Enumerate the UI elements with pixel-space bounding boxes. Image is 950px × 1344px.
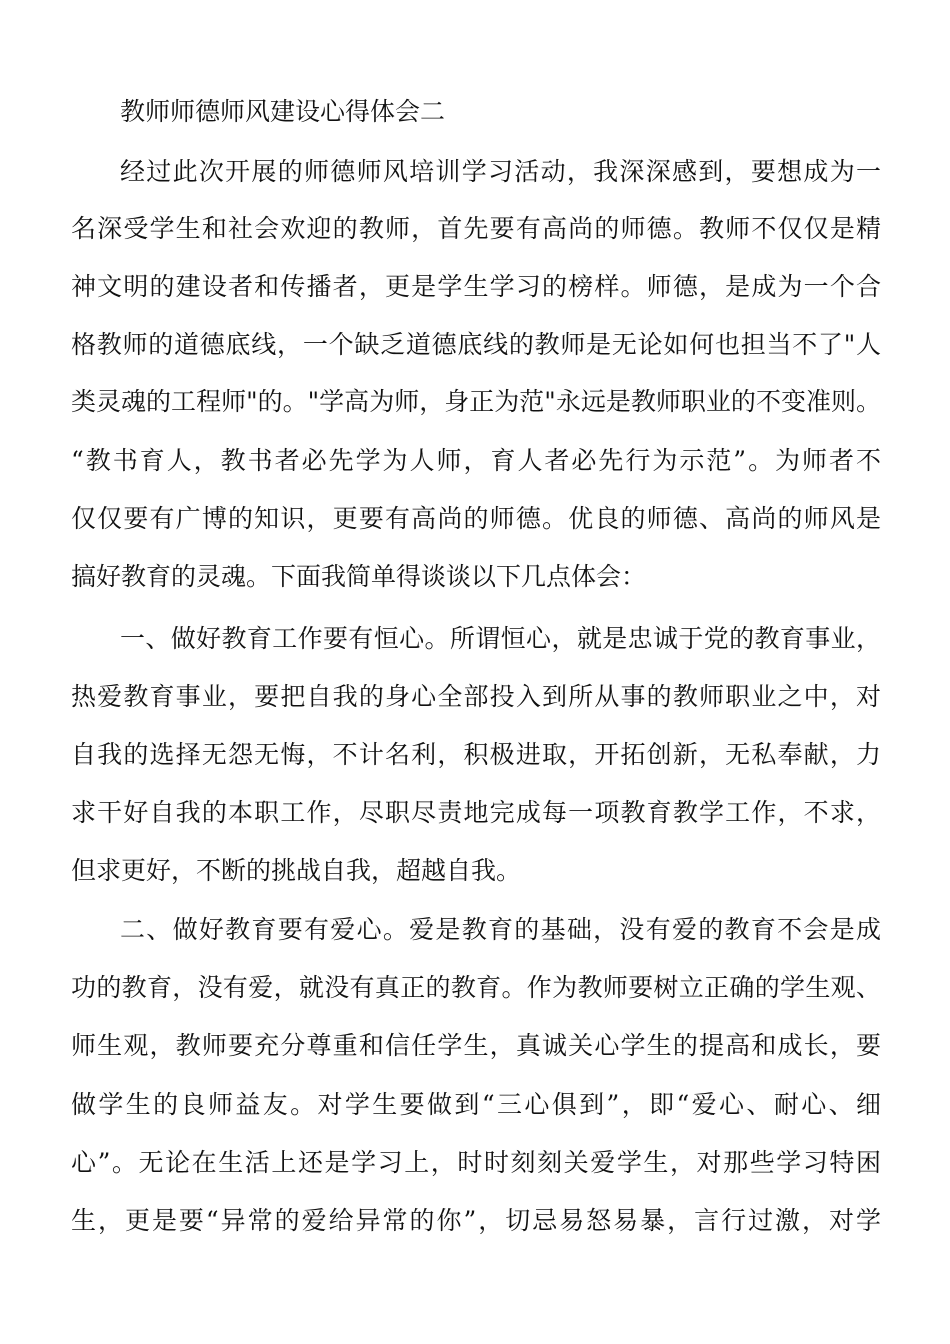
paragraph-line: 心”。无论在生活上还是学习上，时时刻刻关爱学生，对那些学习特困	[71, 1148, 881, 1177]
document-title: 教师师德师风建设心得体会二	[120, 97, 446, 126]
paragraph-line: 但求更好，不断的挑战自我，超越自我。	[71, 856, 522, 885]
paragraph-line: 一、做好教育工作要有恒心。所谓恒心，就是忠诚于党的教育事业，	[120, 624, 881, 653]
paragraph-line: 做学生的良师益友。对学生要做到“三心俱到”，即“爱心、耐心、细	[71, 1090, 881, 1119]
paragraph-line: 热爱教育事业，要把自我的身心全部投入到所从事的教师职业之中，对	[71, 682, 881, 711]
paragraph-line: 仅仅要有广博的知识，更要有高尚的师德。优良的师德、高尚的师风是	[71, 504, 881, 533]
paragraph-line: 名深受学生和社会欢迎的教师，首先要有高尚的师德。教师不仅仅是精	[71, 214, 881, 243]
paragraph-line: 经过此次开展的师德师风培训学习活动，我深深感到，要想成为一	[120, 157, 881, 186]
paragraph-line: 自我的选择无怨无悔，不计名利，积极进取，开拓创新，无私奉献，力	[71, 740, 881, 769]
paragraph-line: 功的教育，没有爱，就没有真正的教育。作为教师要树立正确的学生观、	[71, 973, 881, 1002]
paragraph-line: 求干好自我的本职工作，尽职尽责地完成每一项教育教学工作，不求，	[71, 798, 881, 827]
paragraph-line: 搞好教育的灵魂。下面我简单得谈谈以下几点体会：	[71, 562, 647, 591]
paragraph-line: 师生观，教师要充分尊重和信任学生，真诚关心学生的提高和成长，要	[71, 1031, 881, 1060]
paragraph-line: “教书育人，教书者必先学为人师，育人者必先行为示范”。为师者不	[71, 446, 881, 475]
paragraph-line: 类灵魂的工程师"的。"学高为师，身正为范"永远是教师职业的不变准则。	[71, 387, 881, 416]
paragraph-line: 神文明的建设者和传播者，更是学生学习的榜样。师德，是成为一个合	[71, 272, 881, 301]
paragraph-line: 格教师的道德底线，一个缺乏道德底线的教师是无论如何也担当不了"人	[71, 330, 881, 359]
paragraph-line: 二、做好教育要有爱心。爱是教育的基础，没有爱的教育不会是成	[120, 915, 881, 944]
paragraph-line: 生，更是要“异常的爱给异常的你”，切忌易怒易暴，言行过激，对学	[71, 1206, 881, 1235]
